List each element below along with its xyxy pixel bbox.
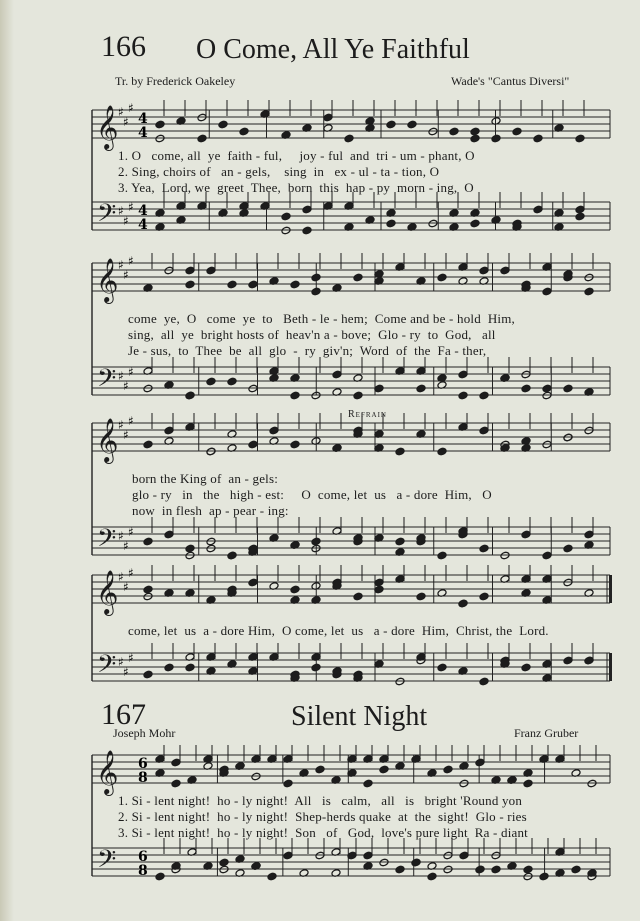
svg-text:4: 4 bbox=[138, 125, 148, 141]
svg-text:♯: ♯ bbox=[118, 258, 124, 272]
svg-text:♯: ♯ bbox=[123, 379, 129, 393]
hymn-167-music-credit: Franz Gruber bbox=[514, 726, 579, 740]
refrain-label: Refrain bbox=[348, 409, 387, 420]
svg-text:4: 4 bbox=[138, 111, 148, 127]
hymn-166-system-3 bbox=[0, 405, 640, 565]
staff-music-3 bbox=[0, 405, 640, 565]
lyric-line: 3. Si - lent night! ho - ly night! Son of God, love's pure light Ra - diant bbox=[118, 825, 528, 840]
hymn-166-system-4 bbox=[0, 565, 640, 700]
svg-text:4: 4 bbox=[138, 217, 148, 233]
svg-text:𝄢: 𝄢 bbox=[97, 364, 117, 399]
svg-text:8: 8 bbox=[138, 863, 148, 879]
svg-text:♯: ♯ bbox=[118, 204, 124, 218]
lyric-line: 3. Yea, Lord, we greet Thee, born this hap - py morn - ing, O bbox=[118, 180, 474, 195]
svg-text:4: 4 bbox=[138, 203, 148, 219]
svg-text:♯: ♯ bbox=[118, 418, 124, 432]
svg-text:♯: ♯ bbox=[128, 254, 134, 268]
hymn-167-words-credit: Joseph Mohr bbox=[113, 726, 176, 740]
lyric-line: 1. O come, all ye faith - ful, joy - ful and tri - um - phant, O bbox=[118, 148, 475, 163]
lyric-line: 2. Si - lent night! ho - ly night! Shep-herds quake at the sight! Glo - ries bbox=[118, 809, 527, 824]
hymn-166-title: O Come, All Ye Faithful bbox=[196, 34, 470, 65]
svg-text:𝄞: 𝄞 bbox=[96, 105, 119, 149]
svg-text:♯: ♯ bbox=[123, 539, 129, 553]
svg-text:6: 6 bbox=[138, 849, 148, 865]
svg-text:♯: ♯ bbox=[128, 566, 134, 580]
svg-text:♯: ♯ bbox=[123, 428, 129, 442]
lyric-line: come, let us a - dore Him, O come, let us a - dore Him, Christ, the Lord. bbox=[128, 623, 549, 638]
svg-text:♯: ♯ bbox=[118, 570, 124, 584]
lyric-line: glo - ry in the high - est: O come, let us a - dore Him, O bbox=[132, 487, 492, 502]
hymn-167-system-1 bbox=[0, 743, 640, 921]
svg-text:♯: ♯ bbox=[128, 200, 134, 214]
svg-text:♯: ♯ bbox=[118, 105, 124, 119]
hymn-166-system-1 bbox=[0, 92, 640, 242]
svg-text:♯: ♯ bbox=[118, 529, 124, 543]
lyric-line: come ye, O come ye to Beth - le - hem; Come and be - hold Him, bbox=[128, 311, 515, 326]
lyric-line: 2. Sing, choirs of an - gels, sing in ex - ul - ta - tion, O bbox=[118, 164, 440, 179]
svg-text:𝄢: 𝄢 bbox=[97, 845, 117, 880]
lyric-line: Je - sus, to Thee be all glo - ry giv'n; Word of the Fa - ther, bbox=[128, 343, 487, 358]
lyric-line: sing, all ye bright hosts of heav'n a - bove; Glo - ry to God, all bbox=[128, 327, 496, 342]
lyric-line: 1. Si - lent night! ho - ly night! All is calm, all is bright 'Round yon bbox=[118, 793, 523, 808]
svg-text:♯: ♯ bbox=[123, 268, 129, 282]
svg-text:8: 8 bbox=[138, 770, 148, 786]
svg-text:𝄞: 𝄞 bbox=[96, 570, 119, 614]
hymn-166-words-credit: Tr. by Frederick Oakeley bbox=[115, 74, 236, 88]
svg-text:𝄞: 𝄞 bbox=[96, 750, 119, 794]
svg-text:♯: ♯ bbox=[123, 214, 129, 228]
svg-text:𝄢: 𝄢 bbox=[97, 199, 117, 234]
svg-text:6: 6 bbox=[138, 756, 148, 772]
svg-text:♯: ♯ bbox=[123, 665, 129, 679]
svg-text:♯: ♯ bbox=[128, 651, 134, 665]
hymn-166-music-credit: Wade's "Cantus Diversi" bbox=[451, 74, 570, 88]
hymn-166-system-2 bbox=[0, 245, 640, 405]
svg-text:♯: ♯ bbox=[118, 655, 124, 669]
lyric-line: born the King of an - gels: bbox=[132, 471, 279, 486]
hymn-167-number: 167 bbox=[101, 698, 146, 731]
svg-text:𝄢: 𝄢 bbox=[97, 650, 117, 685]
svg-text:♯: ♯ bbox=[128, 525, 134, 539]
lyric-line: now in flesh ap - pear - ing: bbox=[132, 503, 289, 518]
svg-text:♯: ♯ bbox=[128, 365, 134, 379]
hymn-166-number: 166 bbox=[101, 30, 146, 63]
svg-text:♯: ♯ bbox=[118, 369, 124, 383]
svg-text:𝄞: 𝄞 bbox=[96, 418, 119, 462]
svg-text:𝄞: 𝄞 bbox=[96, 258, 119, 302]
svg-text:𝄢: 𝄢 bbox=[97, 524, 117, 559]
svg-text:♯: ♯ bbox=[128, 101, 134, 115]
svg-text:♯: ♯ bbox=[123, 115, 129, 129]
svg-text:♯: ♯ bbox=[128, 414, 134, 428]
svg-text:♯: ♯ bbox=[123, 580, 129, 594]
hymn-167-title: Silent Night bbox=[291, 701, 428, 732]
